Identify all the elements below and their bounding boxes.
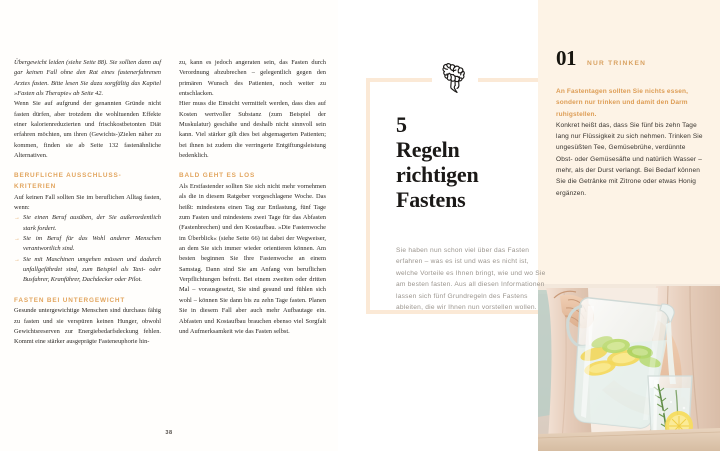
page-number: 38 bbox=[165, 430, 173, 436]
section-heading-fasten-bei-untergewicht: FASTEN BEI UNTERGEWICHT bbox=[14, 296, 126, 304]
broccoli-icon bbox=[432, 56, 478, 102]
section-heading-berufliche-ausschluss-kriterien: BERUFLICHE AUSSCHLUSS-KRITERIEN bbox=[14, 172, 122, 191]
arrow-bullet-icon: → bbox=[14, 256, 20, 263]
rule-label: NUR TRINKEN bbox=[587, 60, 647, 67]
list-item-label: Sie mit Maschinen umgehen müssen und dadurch unfallgefährdet sind, zum Beispiel als Taxi- oder Busfahrer, Kranführer, Dachdecker oder Pilot. bbox=[23, 255, 161, 284]
paragraph: Hier muss die Einsicht vermittelt werden, dass dies auf Kosten wertvoller Substanz (zum Beispiel der Muskulatur) geschähe und deshalb nicht sinnvoll sein kann. Viel stärker gilt dies bei abgemagerten Patienten; bei ihnen ist zudem die verringerte Entgiftungsleistung bedenklich. bbox=[179, 100, 326, 160]
list-item-label: Sie einen Beruf ausüben, der Sie außerordentlich stark fordert. bbox=[23, 214, 161, 232]
paragraph: Wenn Sie auf aufgrund der genannten Gründe nicht fasten dürfen, aber trotzdem die wohltuenden Effekte einer kalorienreduzierten und frischkostbetonten Diät erfahren möchten, um ihren (Gewichts-)Zielen näher zu kommen, finden sie ab Seite 132 fastenähnliche Alternativen. bbox=[14, 100, 161, 160]
spacer bbox=[179, 161, 326, 171]
chapter-title-line-1: Regeln bbox=[396, 137, 460, 162]
rule-number: 01 bbox=[556, 46, 576, 70]
paragraph: Als Erstfastender sollten Sie sich nicht mehr vornehmen als die in diesem Ratgeber vorgeschlagene Woche. Das heißt: mindestens einen Tag zur Entlastung, fünf Tage zum Fasten und mindestens zwei Tage für das Abfasten (Fastenbrechen) und den Kostaufbau. »Die Fastenwoche im Überblick« (siehe Seite 66) ist dabei der Wegweiser, an dem Sie sich immer wieder orientieren können. Am besten beginnen Sie Ihre Fastenwoche an einem Samstag. Dann sind Sie am Anfang von beruflichen Verpflichtungen befreit. Bei einem zweiten oder dritten Mal – vorausgesetzt, Sie sind gesund und fühlen sich wohl – können Sie dann bis zu zehn Tage fasten. Planen Sie in diesem Fall aber auch mehr Aufbautage ein. Abfasten und Kostaufbau brauchen ebenso viel Sorgfalt und Aufmerksamkeit wie das Fasten selbst. bbox=[179, 183, 326, 335]
spacer bbox=[14, 161, 161, 171]
rule-header bbox=[556, 48, 646, 69]
photo-water-pouring bbox=[538, 262, 720, 451]
left-page bbox=[0, 0, 338, 451]
text-columns bbox=[14, 58, 326, 410]
arrow-bullet-icon: → bbox=[14, 215, 20, 222]
chapter-title bbox=[396, 112, 556, 212]
arrow-bullet-icon: → bbox=[14, 236, 20, 242]
section-heading-bald-geht-es-los: BALD GEHT ES LOS bbox=[179, 172, 256, 180]
paragraph: Gesunde untergewichtige Menschen sind durchaus fähig zu fasten und sie verspüren keinen Hunger, obwohl Gewichtsreserven zur Energiebedarfsdeckung fehlen. Kommt eine stärker ausgeprägte Fasteneuphorie hin- bbox=[14, 307, 161, 346]
rule-body-text: Konkret heißt das, dass Sie fünf bis zehn Tage lang nur Flüssigkeit zu sich nehmen. Trinken Sie ungesüßten Tee, Gemüsebrühe, verdünnte Obst- oder Gemüsesäfte und natürlich Wasser – mehr, als der Durst verlangt. Bei Bedarf können Sie die Getränke mit Zitrone oder etwas Honig ergänzen. bbox=[556, 121, 703, 197]
rule-lead-text: An Fastentagen sollten Sie nichts essen, sondern nur trinken und damit den Darm ruhigstellen. bbox=[556, 88, 689, 118]
chapter-title-line-2: richtigen bbox=[396, 162, 479, 187]
list-item-label: Sie im Beruf für das Wohl anderer Menschen verantwortlich sind. bbox=[23, 235, 161, 253]
chapter-number: 5 bbox=[396, 112, 407, 137]
paragraph: zu, kann es jedoch angeraten sein, das Fasten durch Verordnung abzubrechen – gelegentlich gegen den primären Wunsch des Patienten, noch weiter zu entschlacken. bbox=[179, 59, 326, 98]
chapter-title-line-3: Fastens bbox=[396, 187, 466, 212]
list-item bbox=[14, 213, 161, 234]
column-one bbox=[14, 58, 161, 410]
chapter-intro-text: Sie haben nun schon viel über das Fasten erfahren – was es ist und was es nicht ist, welche Vorteile es Ihnen bringt, wie und wo Sie am besten fasten. Aus all diesen Informationen lassen sich fünf Grundregeln des Fastens ableiten, die wir Ihnen nun vorstellen wollen. bbox=[396, 247, 546, 312]
column-two bbox=[179, 58, 326, 410]
list-item bbox=[14, 255, 161, 286]
spacer bbox=[14, 286, 161, 296]
exclusion-criteria-list bbox=[14, 213, 161, 285]
chapter-opener bbox=[338, 0, 546, 451]
chapter-heading-block bbox=[396, 112, 556, 313]
rule-body bbox=[556, 86, 704, 199]
paragraph: Auf keinen Fall sollten Sie im beruflichen Alltag fasten, wenn: bbox=[14, 193, 161, 211]
list-item bbox=[14, 234, 161, 255]
paragraph-italic: Übergewicht leiden (siehe Seite 88). Sie sollten dann auf gar keinen Fall ohne den Rat eines fastenerfahrenen Arztes fasten. Bitte lesen Sie dazu sorgfältig das Kapitel »Fasten als Therapie« ab Seite 42. bbox=[14, 59, 161, 98]
